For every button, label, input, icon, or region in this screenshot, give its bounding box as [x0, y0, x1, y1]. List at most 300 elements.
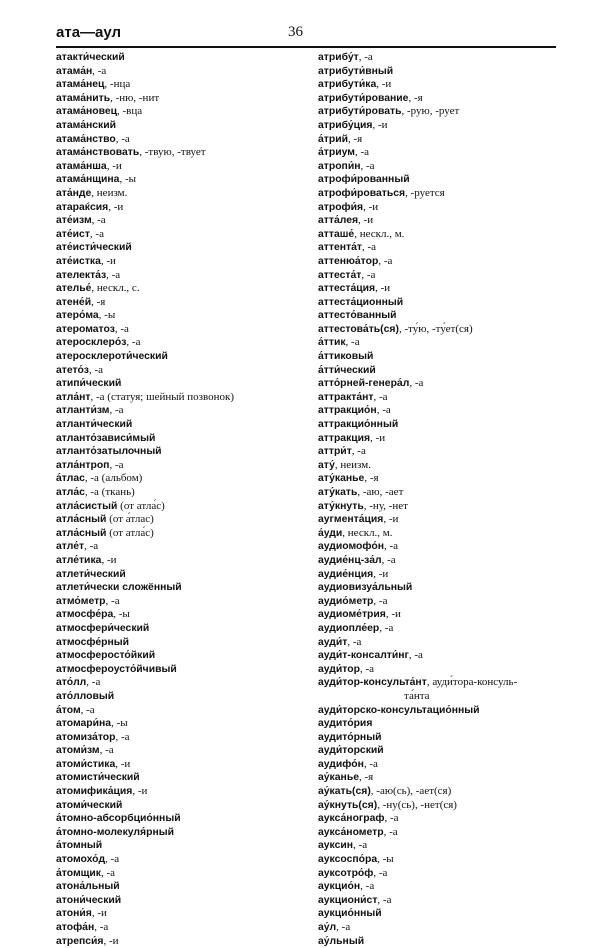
- entry-grammar: , -я: [408, 91, 423, 104]
- header-rule: [56, 46, 556, 48]
- entry-headword: ауксоспо́ра: [318, 854, 378, 866]
- entry-headword: атето́з: [56, 364, 89, 376]
- entry-grammar: , -а: [383, 825, 398, 838]
- dictionary-entry: [318, 51, 568, 65]
- entry-headword: атрибути́вный: [318, 65, 394, 77]
- dictionary-entry: [56, 51, 306, 65]
- entry-headword: атене́й: [56, 296, 92, 308]
- entry-grammar: та́нта: [404, 689, 430, 702]
- entry-headword: атрибути́рование: [318, 92, 409, 104]
- entry-grammar: , -и: [132, 785, 148, 798]
- entry-grammar: , нескл., м.: [354, 227, 405, 240]
- dictionary-entry: [318, 350, 568, 364]
- entry-continuation: [318, 690, 568, 704]
- dictionary-entry: [318, 894, 568, 908]
- entry-headword: атофа́н: [56, 922, 95, 933]
- dictionary-entry: [56, 309, 306, 323]
- entry-grammar: , -а: [363, 757, 378, 770]
- dictionary-entry: [56, 894, 306, 908]
- entry-grammar: , -а: [409, 377, 424, 390]
- entry-headword: атмо́метр: [56, 595, 106, 607]
- entry-grammar: , -руется: [405, 186, 445, 199]
- dictionary-entry: [318, 187, 568, 201]
- entry-headword: ауди́т: [318, 636, 348, 648]
- entry-grammar: , ауди́тора-консуль-: [426, 676, 518, 689]
- dictionary-entry: [318, 622, 568, 636]
- dictionary-entry: [318, 867, 568, 881]
- entry-grammar: , -а: [115, 132, 130, 145]
- entry-headword: атомиза́тор: [56, 731, 116, 743]
- entry-headword: атланто́зависи́мый: [56, 432, 156, 444]
- dictionary-entry: [56, 432, 306, 446]
- entry-headword: атле́т: [56, 541, 85, 553]
- dictionary-entry: [56, 717, 306, 731]
- dictionary-entry: [56, 921, 306, 935]
- page-number: 36: [288, 24, 303, 40]
- entry-headword: аудиоме́трия: [318, 609, 386, 621]
- dictionary-entry: [318, 500, 568, 514]
- entry-headword: атла́нтроп: [56, 459, 110, 471]
- dictionary-entry: [318, 540, 568, 554]
- entry-headword: аудито́рный: [318, 731, 382, 743]
- dictionary-entry: [318, 853, 568, 867]
- entry-grammar: (от атла́с): [106, 526, 154, 539]
- entry-headword: атомифика́ция: [56, 786, 133, 798]
- entry-grammar: , -а: [114, 322, 129, 335]
- dictionary-entry: [318, 568, 568, 582]
- entry-grammar: , -и: [376, 78, 392, 91]
- entry-headword: ату́кнуть: [318, 500, 364, 512]
- entry-headword: атама́нша: [56, 160, 107, 172]
- entry-headword: атона́льный: [56, 881, 120, 893]
- dictionary-entry: [318, 255, 568, 269]
- entry-grammar: , -я: [348, 132, 363, 145]
- entry-headword: атла́сный: [56, 527, 107, 539]
- entry-grammar: , -ы: [113, 608, 130, 621]
- entry-headword: атама́новец: [56, 106, 118, 118]
- entry-grammar: (от а́тлас): [106, 513, 154, 526]
- dictionary-entry: [318, 758, 568, 772]
- dictionary-entry: [318, 731, 568, 745]
- entry-grammar: , -а: [84, 540, 99, 553]
- entry-grammar: , -а: [408, 649, 423, 662]
- entry-grammar: , -а: [373, 594, 388, 607]
- entry-headword: атомари́на: [56, 718, 112, 730]
- entry-grammar: , -а: [361, 241, 377, 254]
- entry-headword: аттри́т: [318, 446, 352, 458]
- dictionary-entry: [56, 568, 306, 582]
- entry-grammar: , -и: [103, 934, 119, 947]
- entry-headword: ате́исти́ческий: [56, 242, 132, 254]
- entry-grammar: , неизм.: [334, 458, 371, 471]
- entry-grammar: , -а: [99, 744, 114, 757]
- dictionary-entry: [318, 935, 568, 948]
- entry-headword: атрибути́ка: [318, 79, 377, 91]
- entry-grammar: , -а: [92, 64, 107, 77]
- dictionary-entry: [56, 214, 306, 228]
- dictionary-entry: [318, 649, 568, 663]
- dictionary-entry: [56, 336, 306, 350]
- dictionary-entry: [318, 173, 568, 187]
- dictionary-entry: [56, 160, 306, 174]
- dictionary-entry: [318, 663, 568, 677]
- entry-grammar: , -и: [358, 214, 374, 227]
- dictionary-entry: [56, 799, 306, 813]
- entry-headword: а́трий: [318, 133, 348, 145]
- entry-grammar: , -а: [383, 540, 399, 553]
- entry-grammar: , -а (альбом): [84, 472, 143, 485]
- entry-headword: атама́нствовать: [56, 147, 140, 159]
- entry-grammar: , -а: [80, 703, 95, 716]
- dictionary-entry: [56, 228, 306, 242]
- dictionary-entry: [318, 432, 568, 446]
- dictionary-entry: [56, 636, 306, 650]
- entry-headword: атмосфери́ческий: [56, 622, 150, 634]
- entry-grammar: , -а: [91, 214, 106, 227]
- dictionary-entry: [318, 78, 568, 92]
- dictionary-entry: [56, 581, 306, 595]
- running-head: ата—аул: [56, 24, 122, 41]
- dictionary-entry: [56, 201, 306, 215]
- entry-grammar: , -ну, -нет: [363, 499, 408, 512]
- entry-headword: а́тти́ческий: [318, 364, 376, 376]
- dictionary-entry: [56, 187, 306, 201]
- entry-grammar: , -и: [375, 282, 391, 295]
- entry-grammar: , -а: [361, 268, 376, 281]
- dictionary-entry: [318, 65, 568, 79]
- entry-grammar: , -а: [373, 390, 388, 403]
- dictionary-entry: [56, 404, 306, 418]
- dictionary-entry: [56, 663, 306, 677]
- entry-headword: аукса́нограф: [318, 813, 385, 825]
- entry-headword: ату́: [318, 459, 335, 471]
- entry-headword: ауди́т-консалти́нг: [318, 650, 409, 662]
- entry-grammar: , -а: [109, 458, 124, 471]
- entry-headword: аукцио́н: [318, 881, 361, 893]
- entry-headword: атероматоз: [56, 323, 115, 335]
- entry-headword: атипи́ческий: [56, 378, 122, 390]
- entry-headword: ате́изм: [56, 215, 92, 227]
- dictionary-entry: [56, 364, 306, 378]
- entry-headword: атеросклероти́ческий: [56, 351, 168, 363]
- entry-headword: атама́нец: [56, 79, 105, 91]
- entry-headword: атрофи́я: [318, 201, 364, 213]
- entry-headword: атеросклеро́з: [56, 337, 127, 349]
- entry-headword: атомохо́д: [56, 854, 106, 866]
- dictionary-entry: [318, 214, 568, 228]
- dictionary-entry: [318, 336, 568, 350]
- entry-grammar: , -твую, -твует: [139, 146, 206, 159]
- entry-headword: атмосфе́ра: [56, 609, 114, 621]
- dictionary-entry: [56, 540, 306, 554]
- entry-headword: атрибути́ровать: [318, 106, 402, 118]
- dictionary-entry: [56, 445, 306, 459]
- entry-headword: атле́тика: [56, 554, 102, 566]
- entry-grammar: , -я: [358, 771, 374, 784]
- dictionary-entry: [318, 404, 568, 418]
- entry-headword: атони́ческий: [56, 894, 122, 906]
- entry-headword: атла́сный: [56, 514, 107, 526]
- entry-grammar: (от атла́с): [117, 499, 165, 512]
- entry-grammar: , нескл., с.: [91, 282, 140, 295]
- entry-headword: ате́ист: [56, 228, 90, 240]
- dictionary-entry: [56, 839, 306, 853]
- dictionary-entry: [318, 459, 568, 473]
- dictionary-entry: [318, 296, 568, 310]
- entry-headword: атрофи́рованный: [318, 174, 410, 186]
- entry-headword: ауди́тор-консульта́нт: [318, 677, 427, 689]
- entry-grammar: , неизм.: [91, 186, 128, 199]
- entry-headword: ауксин: [318, 840, 354, 852]
- entry-headword: аттракцио́нный: [318, 419, 399, 431]
- entry-grammar: , -и: [101, 553, 117, 566]
- entry-grammar: , -а: [359, 662, 374, 675]
- entry-headword: аттенюа́тор: [318, 255, 379, 267]
- entry-grammar: , -а: [100, 866, 116, 879]
- entry-grammar: , -а: [115, 730, 130, 743]
- entry-grammar: , -и: [91, 907, 107, 920]
- dictionary-entry: [318, 921, 568, 935]
- entry-grammar: , -а: [105, 594, 120, 607]
- dictionary-entry: [318, 812, 568, 826]
- dictionary-entry: [318, 595, 568, 609]
- entry-headword: атланто́затылочный: [56, 446, 162, 458]
- dictionary-entry: [56, 676, 306, 690]
- entry-headword: а́уди: [318, 527, 343, 539]
- dictionary-entry: [318, 391, 568, 405]
- entry-grammar: , -а: [378, 254, 393, 267]
- entry-headword: аудие́нц-за́л: [318, 554, 382, 566]
- entry-grammar: , -я: [364, 472, 379, 485]
- entry-headword: атеро́ма: [56, 310, 99, 322]
- entry-headword: аукса́нометр: [318, 826, 384, 838]
- entry-headword: ату́канье: [318, 473, 365, 485]
- dictionary-entry: [56, 296, 306, 310]
- entry-headword: атама́нский: [56, 119, 117, 131]
- entry-grammar: , -а: [373, 866, 388, 879]
- dictionary-entry: [318, 160, 568, 174]
- entry-headword: атакти́ческий: [56, 52, 125, 63]
- dictionary-entry: [56, 459, 306, 473]
- entry-headword: ау́кать(ся): [318, 786, 371, 798]
- dictionary-entry: [56, 146, 306, 160]
- entry-headword: атропи́н: [318, 160, 361, 172]
- dictionary-entry: [318, 554, 568, 568]
- entry-grammar: , -и: [100, 254, 116, 267]
- entry-grammar: , -вца: [117, 105, 143, 118]
- dictionary-entry: [56, 785, 306, 799]
- dictionary-entry: [56, 282, 306, 296]
- dictionary-entry: [318, 323, 568, 337]
- entry-headword: ателекта́з: [56, 269, 107, 281]
- dictionary-entry: [318, 119, 568, 133]
- dictionary-entry: [56, 65, 306, 79]
- entry-headword: атама́н: [56, 65, 93, 77]
- entry-grammar: , -и: [385, 608, 401, 621]
- entry-grammar: , -а: [88, 363, 104, 376]
- dictionary-entry: [318, 527, 568, 541]
- dictionary-entry: [56, 391, 306, 405]
- entry-headword: атама́нщина: [56, 174, 120, 186]
- dictionary-entry: [318, 228, 568, 242]
- entry-headword: а́ттиковый: [318, 351, 374, 363]
- dictionary-entry: [56, 826, 306, 840]
- entry-headword: атони́я: [56, 908, 92, 920]
- dictionary-entry: [56, 758, 306, 772]
- left-column: [56, 51, 306, 948]
- dictionary-entry: [56, 119, 306, 133]
- entry-headword: ате́истка: [56, 255, 101, 267]
- page-header: [56, 18, 556, 48]
- entry-headword: атрепси́я: [56, 935, 104, 947]
- dictionary-entry: [318, 105, 568, 119]
- entry-headword: аудио́метр: [318, 595, 374, 607]
- dictionary-entry: [56, 78, 306, 92]
- dictionary-entry: [318, 309, 568, 323]
- entry-grammar: , -а: [336, 921, 351, 933]
- dictionary-entry: [318, 133, 568, 147]
- dictionary-entry: [318, 636, 568, 650]
- dictionary-entry: [56, 269, 306, 283]
- dictionary-entry: [318, 704, 568, 718]
- dictionary-entry: [56, 608, 306, 622]
- dictionary-entry: [318, 826, 568, 840]
- dictionary-entry: [56, 255, 306, 269]
- entry-grammar: , -а: [354, 146, 369, 159]
- entry-grammar: , -я: [91, 295, 106, 308]
- entry-headword: ато́лл: [56, 677, 87, 689]
- entry-headword: аттеста́т: [318, 269, 362, 281]
- entry-headword: а́тлас: [56, 473, 85, 485]
- entry-headword: аугмента́ция: [318, 514, 384, 526]
- entry-grammar: , нескл., м.: [342, 526, 393, 539]
- dictionary-entry: [318, 241, 568, 255]
- entry-headword: а́том: [56, 704, 81, 716]
- dictionary-entry: [56, 92, 306, 106]
- dictionary-entry: [318, 486, 568, 500]
- entry-grammar: , -а: [358, 51, 373, 63]
- entry-headword: атла́с: [56, 487, 85, 498]
- entry-headword: а́томно-молекуля́рный: [56, 826, 174, 838]
- dictionary-entry: [318, 717, 568, 731]
- dictionary-entry: [318, 269, 568, 283]
- dictionary-entry: [56, 935, 306, 948]
- entry-headword: аттракцио́н: [318, 405, 377, 417]
- dictionary-entry: [318, 608, 568, 622]
- entry-grammar: , -а: [126, 336, 141, 349]
- entry-headword: атомисти́ческий: [56, 772, 140, 784]
- dictionary-entry: [318, 146, 568, 160]
- dictionary-entry: [318, 201, 568, 215]
- entry-headword: аудиомофо́н: [318, 541, 384, 553]
- dictionary-entry: [56, 105, 306, 119]
- dictionary-entry: [56, 418, 306, 432]
- dictionary-entry: [56, 867, 306, 881]
- entry-grammar: , -а: [360, 159, 375, 172]
- entry-grammar: , -а (статуя; шейный позвонок): [90, 390, 235, 403]
- entry-headword: атлети́чески сложённый: [56, 582, 182, 594]
- dictionary-entry: [318, 513, 568, 527]
- entry-grammar: , -нца: [104, 78, 131, 91]
- entry-headword: атла́систый: [56, 500, 118, 512]
- entry-headword: ау́канье: [318, 772, 359, 784]
- entry-headword: атама́нить: [56, 92, 111, 104]
- entry-grammar: , -и: [108, 200, 124, 213]
- entry-headword: ауксотро́ф: [318, 867, 374, 879]
- entry-grammar: , -ню, -нит: [110, 91, 160, 104]
- entry-grammar: , -а: [106, 268, 121, 281]
- dictionary-entry: [318, 907, 568, 921]
- entry-grammar: , -а: [377, 893, 392, 906]
- entry-grammar: , -и: [106, 159, 122, 172]
- dictionary-entry: [318, 676, 568, 690]
- entry-grammar: , -а: [347, 635, 362, 648]
- entry-headword: ауди́торский: [318, 745, 384, 757]
- entry-headword: аттеста́ционный: [318, 296, 404, 308]
- entry-headword: атланти́зм: [56, 405, 110, 417]
- entry-headword: ателье́: [56, 283, 92, 295]
- dictionary-entry: [56, 771, 306, 785]
- entry-headword: аудифо́н: [318, 758, 364, 770]
- entry-grammar: , -и: [383, 513, 399, 526]
- dictionary-entry: [318, 445, 568, 459]
- entry-grammar: , -и: [363, 200, 379, 213]
- entry-headword: а́томно-абсорбцио́нный: [56, 813, 181, 825]
- entry-headword: аттракция: [318, 432, 371, 444]
- dictionary-entry: [318, 364, 568, 378]
- entry-headword: ата́нде: [56, 187, 92, 199]
- entry-headword: атоми́стика: [56, 758, 116, 770]
- entry-grammar: , -и: [373, 567, 389, 580]
- entry-grammar: , -а (ткань): [84, 486, 135, 498]
- entry-headword: аудие́нция: [318, 568, 374, 580]
- entry-headword: аттента́т: [318, 242, 362, 254]
- entry-headword: атрофи́роваться: [318, 187, 406, 199]
- dictionary-entry: [56, 744, 306, 758]
- entry-headword: атта́лея: [318, 215, 359, 227]
- dictionary-entry: [318, 839, 568, 853]
- entry-grammar: , -аю, -ает: [357, 486, 404, 498]
- dictionary-entry: [56, 513, 306, 527]
- entry-headword: атоми́зм: [56, 745, 100, 757]
- entry-grammar: , -а: [376, 404, 391, 417]
- entry-headword: атама́нство: [56, 133, 116, 145]
- dictionary-entry: [56, 731, 306, 745]
- entry-headword: атрибу́т: [318, 52, 359, 63]
- dictionary-entry: [318, 880, 568, 894]
- entry-grammar: , -а: [345, 336, 360, 349]
- entry-grammar: , -ну(сь), -нет(ся): [377, 798, 457, 811]
- entry-headword: атлети́ческий: [56, 568, 126, 580]
- entry-headword: а́томщик: [56, 867, 101, 879]
- dictionary-entry: [56, 880, 306, 894]
- entry-grammar: , -а: [381, 553, 396, 566]
- entry-headword: атмосфе́рный: [56, 636, 130, 648]
- entry-grammar: , -и: [372, 118, 388, 131]
- entry-headword: аудиопле́ер: [318, 622, 380, 634]
- entry-headword: ату́кать: [318, 487, 358, 498]
- dictionary-entry: [318, 799, 568, 813]
- entry-headword: ауди́тор: [318, 663, 360, 675]
- entry-headword: ауди́торско-консультацио́нный: [318, 704, 480, 716]
- entry-headword: ау́льный: [318, 935, 365, 947]
- entry-grammar: , -и: [370, 431, 386, 444]
- dictionary-entry: [56, 622, 306, 636]
- dictionary-entry: [56, 527, 306, 541]
- entry-headword: а́ттик: [318, 337, 346, 349]
- entry-grammar: , -а: [351, 445, 366, 458]
- entry-headword: атла́нт: [56, 391, 91, 403]
